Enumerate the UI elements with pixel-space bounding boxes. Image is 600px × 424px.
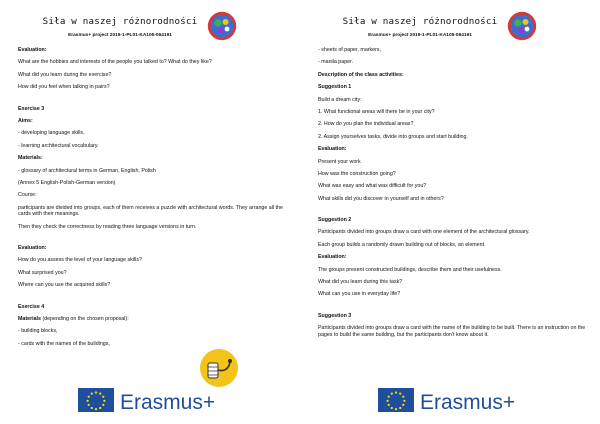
text-line: How was the construction going? [318,170,396,177]
project-logo-icon [207,11,237,41]
text-line: What surprised you? [18,269,67,276]
text-line: - cards with the names of the buildings, [18,340,110,347]
text-line: Evaluation: [18,245,47,252]
text-line: - manila paper. [318,59,354,66]
text-line: Evaluation: [318,146,347,153]
text-line: How do you assess the level of your language skills? [18,257,142,264]
eu-flag-icon [78,388,228,416]
right-body [318,47,588,344]
text-line: 1. What functional areas will there be in your city? [318,108,435,115]
text-line: 2. Assign yourselves tasks, divide into groups and start building. [318,133,468,140]
eu-flag-icon [378,388,528,416]
text-line: What skills did you discover in yourself and in others? [318,195,444,202]
text-line [18,316,288,323]
text-line: What are the hobbies and interests of the people you talked to? What do they like? [18,59,212,66]
text-line: How did you feel when talking in pairs? [18,84,110,91]
text-line: Evaluation: [18,47,47,53]
bucket-icon [199,348,239,388]
text-line: - building blocks, [18,328,58,335]
text-line: Present your work [318,158,361,165]
text-line: Build a dream city: [318,96,362,103]
text-line: What was easy and what was difficult for you? [318,183,427,190]
text-line: The groups present constructed buildings, describe them and their usefulness. [318,266,502,273]
document-title: Siła w naszej różnorodności [42,16,198,27]
text-line: Materials: [18,155,43,162]
text-line: Then they check the correctness by reading three language versions in turn. [18,223,197,230]
text-line: What did you learn during this task? [318,279,403,286]
text-line: Aims: [18,117,33,124]
left-body [18,47,288,353]
text-line: (Annex 5 English-Polish-German version) [18,179,116,186]
section-heading: Suggestion 3 [318,312,352,319]
erasmus-logo-text: Erasmus+ [120,391,216,414]
document-title: Siła w naszej różnorodności [342,16,498,27]
text-line: Evaluation: [318,254,347,261]
text-line: What can you use in everyday life? [318,291,401,298]
text-line: Description of the class activities: [318,71,404,78]
section-heading: Exercise 3 [18,105,45,112]
text-line: - glossary of architectural terms in German, English, Polish [18,167,156,174]
text-line: - developing language skills, [18,130,85,137]
text-line: participants are divided into groups, each of them receives a puzzle with architectural words. They arrange all the cards with their meanings. [18,204,283,218]
project-number: Erasmus+ project 2019-1-PL01-KA105-064191 [68,33,172,38]
erasmus-logo-text: Erasmus+ [420,391,516,414]
text-line: Participants divided into groups draw a card with the name of the building to be built. There is an instruction on the pages to build the same building, but the participants don't know about it. [318,325,586,338]
project-number: Erasmus+ project 2019-1-PL01-KA105-064191 [368,33,472,38]
text-line: What did you learn during the exercise? [18,71,112,78]
project-logo-icon [507,11,537,41]
text-line: Course: [18,192,37,199]
section-heading: Exercise 4 [18,303,45,310]
text-line: Where can you use the acquired skills? [18,282,111,289]
section-heading: Suggestion 2 [318,217,352,224]
text-line: - learning architectural vocabulary. [18,142,99,149]
text-line: Participants divided into groups draw a card with one element of the architectural glossary. [318,229,530,236]
text-line: Each group builds a randomly drawn building out of blocks, an element [318,241,485,248]
materials-label: Materials [18,316,41,323]
right-page [300,0,600,424]
text-line: 2. How do you plan the individual areas? [318,121,414,128]
text-line: - sheets of paper, markers, [318,47,382,53]
materials-note: (depending on the chosen proposal): [40,316,129,323]
section-heading: Suggestion 1 [318,84,352,91]
